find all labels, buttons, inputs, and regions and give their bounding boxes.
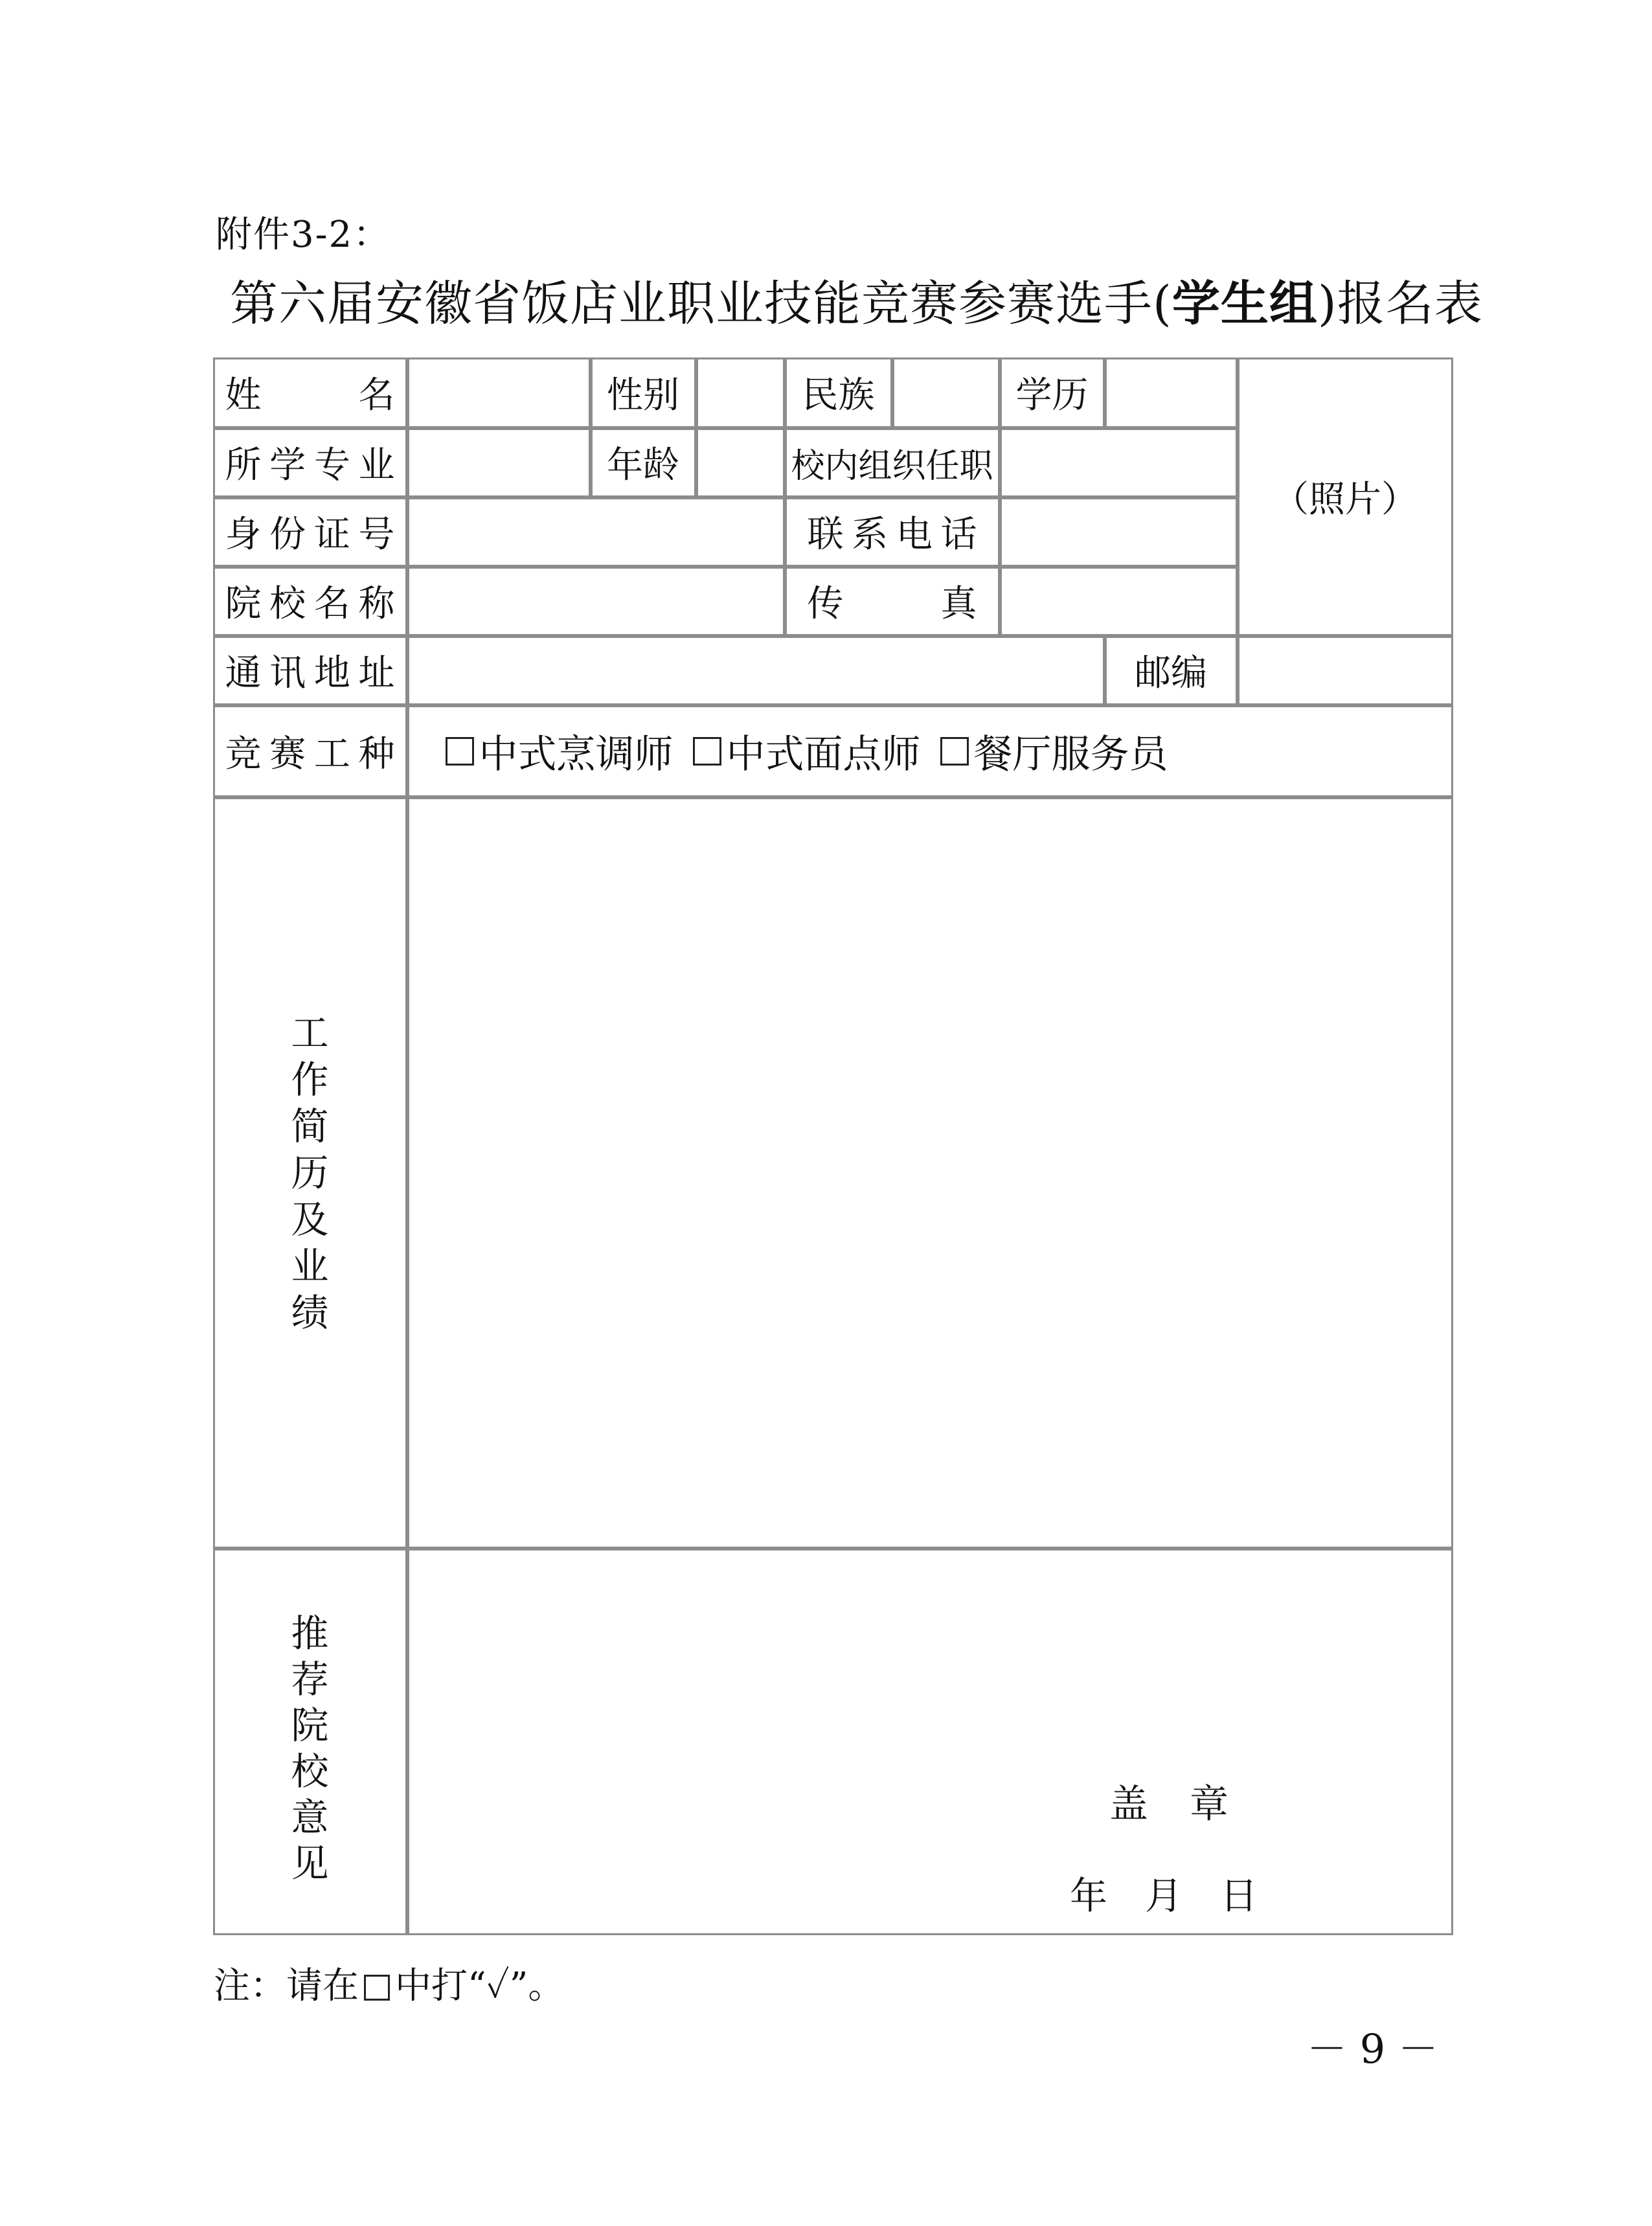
label-school-position: 校内组织任职: [785, 428, 1000, 497]
label-phone: 联 系 电 话: [785, 497, 1000, 567]
checkbox-symbol: [364, 1975, 390, 2001]
field-postcode[interactable]: [1238, 636, 1453, 705]
label-age: 年龄: [591, 428, 696, 497]
label-education: 学历: [1000, 358, 1105, 428]
label-ethnicity: 民族: [785, 358, 892, 428]
date-label: 年 月 日: [1070, 1874, 1258, 1918]
label-gender: 性别: [591, 358, 696, 428]
label-address: 通 讯 地 址: [213, 636, 407, 705]
field-school-name[interactable]: [407, 567, 785, 636]
attachment-number: 附件3-2：: [216, 214, 391, 256]
option-label: 中式面点师: [726, 731, 921, 777]
label-name: 姓 名: [213, 358, 407, 428]
registration-form: [214, 358, 1454, 1936]
field-fax[interactable]: [1000, 567, 1238, 636]
page-number: － 9 －: [1307, 2025, 1438, 2073]
field-ethnicity[interactable]: [892, 358, 1000, 428]
competition-options: [407, 705, 1453, 797]
option-pastry-chef[interactable]: [693, 723, 921, 779]
title-group: 学生组: [1171, 276, 1318, 332]
field-education[interactable]: [1105, 358, 1238, 428]
field-school-position[interactable]: [1000, 428, 1238, 497]
label-id-number: 身 份 证 号: [213, 497, 407, 567]
footnote-text-end: 中打“✓”。: [395, 1965, 565, 2007]
photo-placeholder[interactable]: （照片）: [1238, 358, 1453, 636]
checkbox-restaurant-server[interactable]: [940, 737, 969, 766]
checkbox-pastry-chef[interactable]: [693, 737, 721, 766]
checkbox-chinese-cook[interactable]: [446, 737, 474, 766]
field-address[interactable]: [407, 636, 1105, 705]
field-resume[interactable]: [407, 797, 1453, 1549]
label-recommendation: 推 荐 院 校 意 见: [213, 1549, 407, 1935]
option-restaurant-server[interactable]: [940, 723, 1168, 779]
field-recommendation[interactable]: [407, 1549, 1453, 1935]
page-title: [230, 266, 1483, 334]
label-competition: 竞 赛 工 种: [213, 705, 407, 797]
field-phone[interactable]: [1000, 497, 1238, 567]
label-major: 所 学 专 业: [213, 428, 407, 497]
field-age[interactable]: [696, 428, 785, 497]
option-chinese-cook[interactable]: [446, 723, 673, 779]
field-id-number[interactable]: [407, 497, 785, 567]
field-name[interactable]: [407, 358, 591, 428]
option-label: 餐厅服务员: [973, 731, 1168, 777]
field-gender[interactable]: [696, 358, 785, 428]
stamp-label: 盖 章: [1109, 1782, 1230, 1827]
footnote: [214, 1957, 564, 2009]
label-resume: 工 作 简 历 及 业 绩: [213, 797, 407, 1549]
option-label: 中式烹调师: [479, 731, 673, 777]
label-postcode: 邮编: [1105, 636, 1238, 705]
footnote-text: 注：请在: [214, 1965, 359, 2007]
label-fax: 传 真: [785, 567, 1000, 636]
field-major[interactable]: [407, 428, 591, 497]
title-prefix: 第六届安徽省饭店业职业技能竞赛参赛选手(: [230, 276, 1172, 332]
title-suffix: )报名表: [1317, 276, 1483, 332]
label-school-name: 院 校 名 称: [213, 567, 407, 636]
